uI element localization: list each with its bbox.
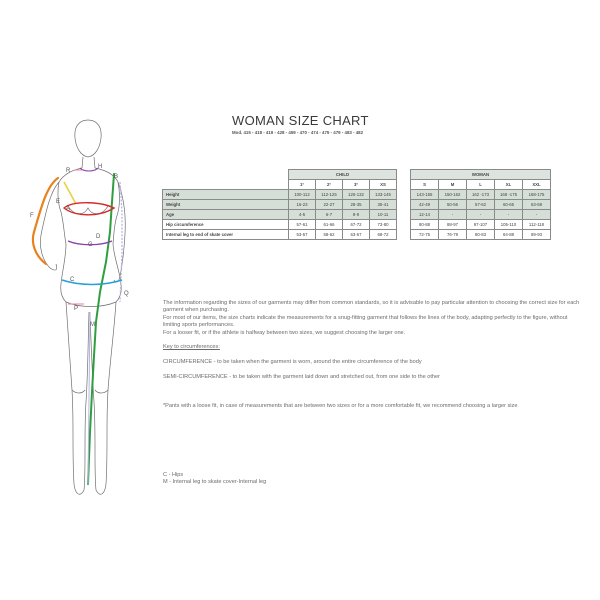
table-cell: 168-175 [523,190,551,200]
table-cell: 112-118 [523,220,551,230]
legend-item: C - Hips [163,472,184,478]
label-h: H [98,164,103,170]
size-header: 3° [343,180,370,190]
table-cell: 4-5 [289,210,316,220]
side-length-line [120,182,122,302]
size-header: 1° [289,180,316,190]
size-table [162,169,551,240]
table-cell: 67-72 [343,220,370,230]
measurement-legend [163,472,266,487]
table-cell: - [523,210,551,220]
size-header: 2° [316,180,343,190]
mannequin-head [75,120,101,157]
table-cell: 63-68 [523,200,551,210]
table-cell: 42-49 [411,200,439,210]
table-cell: 133-145 [370,190,397,200]
table-cell: 68-72 [370,230,397,240]
table-cell: 6-7 [316,210,343,220]
table-row [163,200,551,210]
table-cell: 97-107 [467,220,495,230]
size-header: S [411,180,439,190]
label-m: M [90,322,95,328]
table-cell: 72-75 [411,230,439,240]
size-header: XXL [523,180,551,190]
table-cell: 16-23 [289,200,316,210]
row-label: Internal leg to end of skate cover [163,230,289,240]
table-cell: 84-88 [495,230,523,240]
table-cell: 8-9 [343,210,370,220]
table-cell: - [495,210,523,220]
shoulder-line [64,182,76,204]
row-label: Weight [163,200,289,210]
size-header: XS [370,180,397,190]
table-cell: 162 -173 [467,190,495,200]
table-cell: 150-162 [439,190,467,200]
table-cell: 28-35 [343,200,370,210]
table-cell: 12-14 [411,210,439,220]
label-c: C [70,277,75,283]
table-cell: 57-61 [289,220,316,230]
table-cell: 58-62 [316,230,343,240]
table-cell: 50-56 [439,200,467,210]
table-cell: 57-62 [467,200,495,210]
page-title: WOMAN SIZE CHART [232,113,369,128]
mannequin-left-leg [66,302,89,494]
table-cell: - [439,210,467,220]
table-cell: 61-66 [316,220,343,230]
neck-line [80,168,98,171]
row-label: Age [163,210,289,220]
group-header-row [163,170,551,180]
mannequin-illustration [28,112,146,502]
table-row [163,190,551,200]
size-header: M [439,180,467,190]
table-cell: 80-83 [467,230,495,240]
table-cell: 73-80 [370,220,397,230]
table-cell: 10-11 [370,210,397,220]
group-woman: WOMAN [411,170,551,180]
label-g: G [88,242,93,248]
table-cell: 125-132 [343,190,370,200]
table-cell: 100-112 [289,190,316,200]
legend-item: M - Internal leg to skate cover-Internal leg [163,479,267,486]
size-header-row [163,180,551,190]
circumference-note: CIRCUMFERENCE - to be taken when the garment is worn, around the entire circumference of the body [163,359,422,366]
table-cell: 63-67 [343,230,370,240]
table-cell: 22-27 [316,200,343,210]
table-cell: 60-65 [495,200,523,210]
table-row [163,220,551,230]
label-d: D [96,234,101,240]
semi-circumference-note: SEMI-CIRCUMFERENCE - to be taken with the garment laid down and stretched out, from one side to the other [163,374,441,381]
group-child: CHILD [289,170,397,180]
label-q: Q [124,291,129,297]
table-cell: 35-41 [370,200,397,210]
arm-length-line [33,178,61,264]
key-heading: Key to circumferences: [163,344,220,351]
note-paragraph: For most of our items, the size charts indicate the measurements for a snug-fitting garment that follows the lines of the body, adapting perfectly to the figure, without limiting sports performances. [163,314,568,329]
table-cell: 168 -175 [495,190,523,200]
label-p: P [74,306,79,312]
size-header: XL [495,180,523,190]
table-cell: - [467,210,495,220]
label-b: B [114,174,119,180]
table-cell: 88-97 [439,220,467,230]
note-paragraph: For a looser fit, or if the athlete is halfway between two sizes, we suggest choosing the larger one. [163,329,406,336]
pants-note: *Pants with a loose fit, in case of measurements that are between two sizes or for a more comfortable fit, we recommend choosing a larger size [163,403,518,410]
torso-length-line [88,174,114,484]
label-r: R [66,168,71,174]
table-cell: 80-88 [411,220,439,230]
mannequin-right-leg [90,302,116,494]
row-label: Hip circumference [163,220,289,230]
table-row [163,210,551,220]
model-list: Mod. 415 - 418 - 419 - 428 - 459 - 470 - 474 - 475 - 479 - 483 - 482 [232,130,364,135]
mannequin-neck [82,157,95,168]
note-paragraph: The information regarding the sizes of our garments may differ from common standards, so it is advisable to pay particular attention to choosing the correct size for each garment when purchasing. [163,300,580,314]
table-row [163,230,551,240]
table-cell: 53-57 [289,230,316,240]
row-label: Height [163,190,289,200]
table-cell: 112-125 [316,190,343,200]
table-cell: 105-110 [495,220,523,230]
label-e: E [56,199,61,205]
label-f: F [30,213,34,219]
table-cell: 76-79 [439,230,467,240]
mannequin-left-arm [40,182,59,270]
size-notes [163,300,583,411]
table-cell: 89-93 [523,230,551,240]
size-header: L [467,180,495,190]
label-a: A [66,206,71,212]
table-cell: 143-155 [411,190,439,200]
